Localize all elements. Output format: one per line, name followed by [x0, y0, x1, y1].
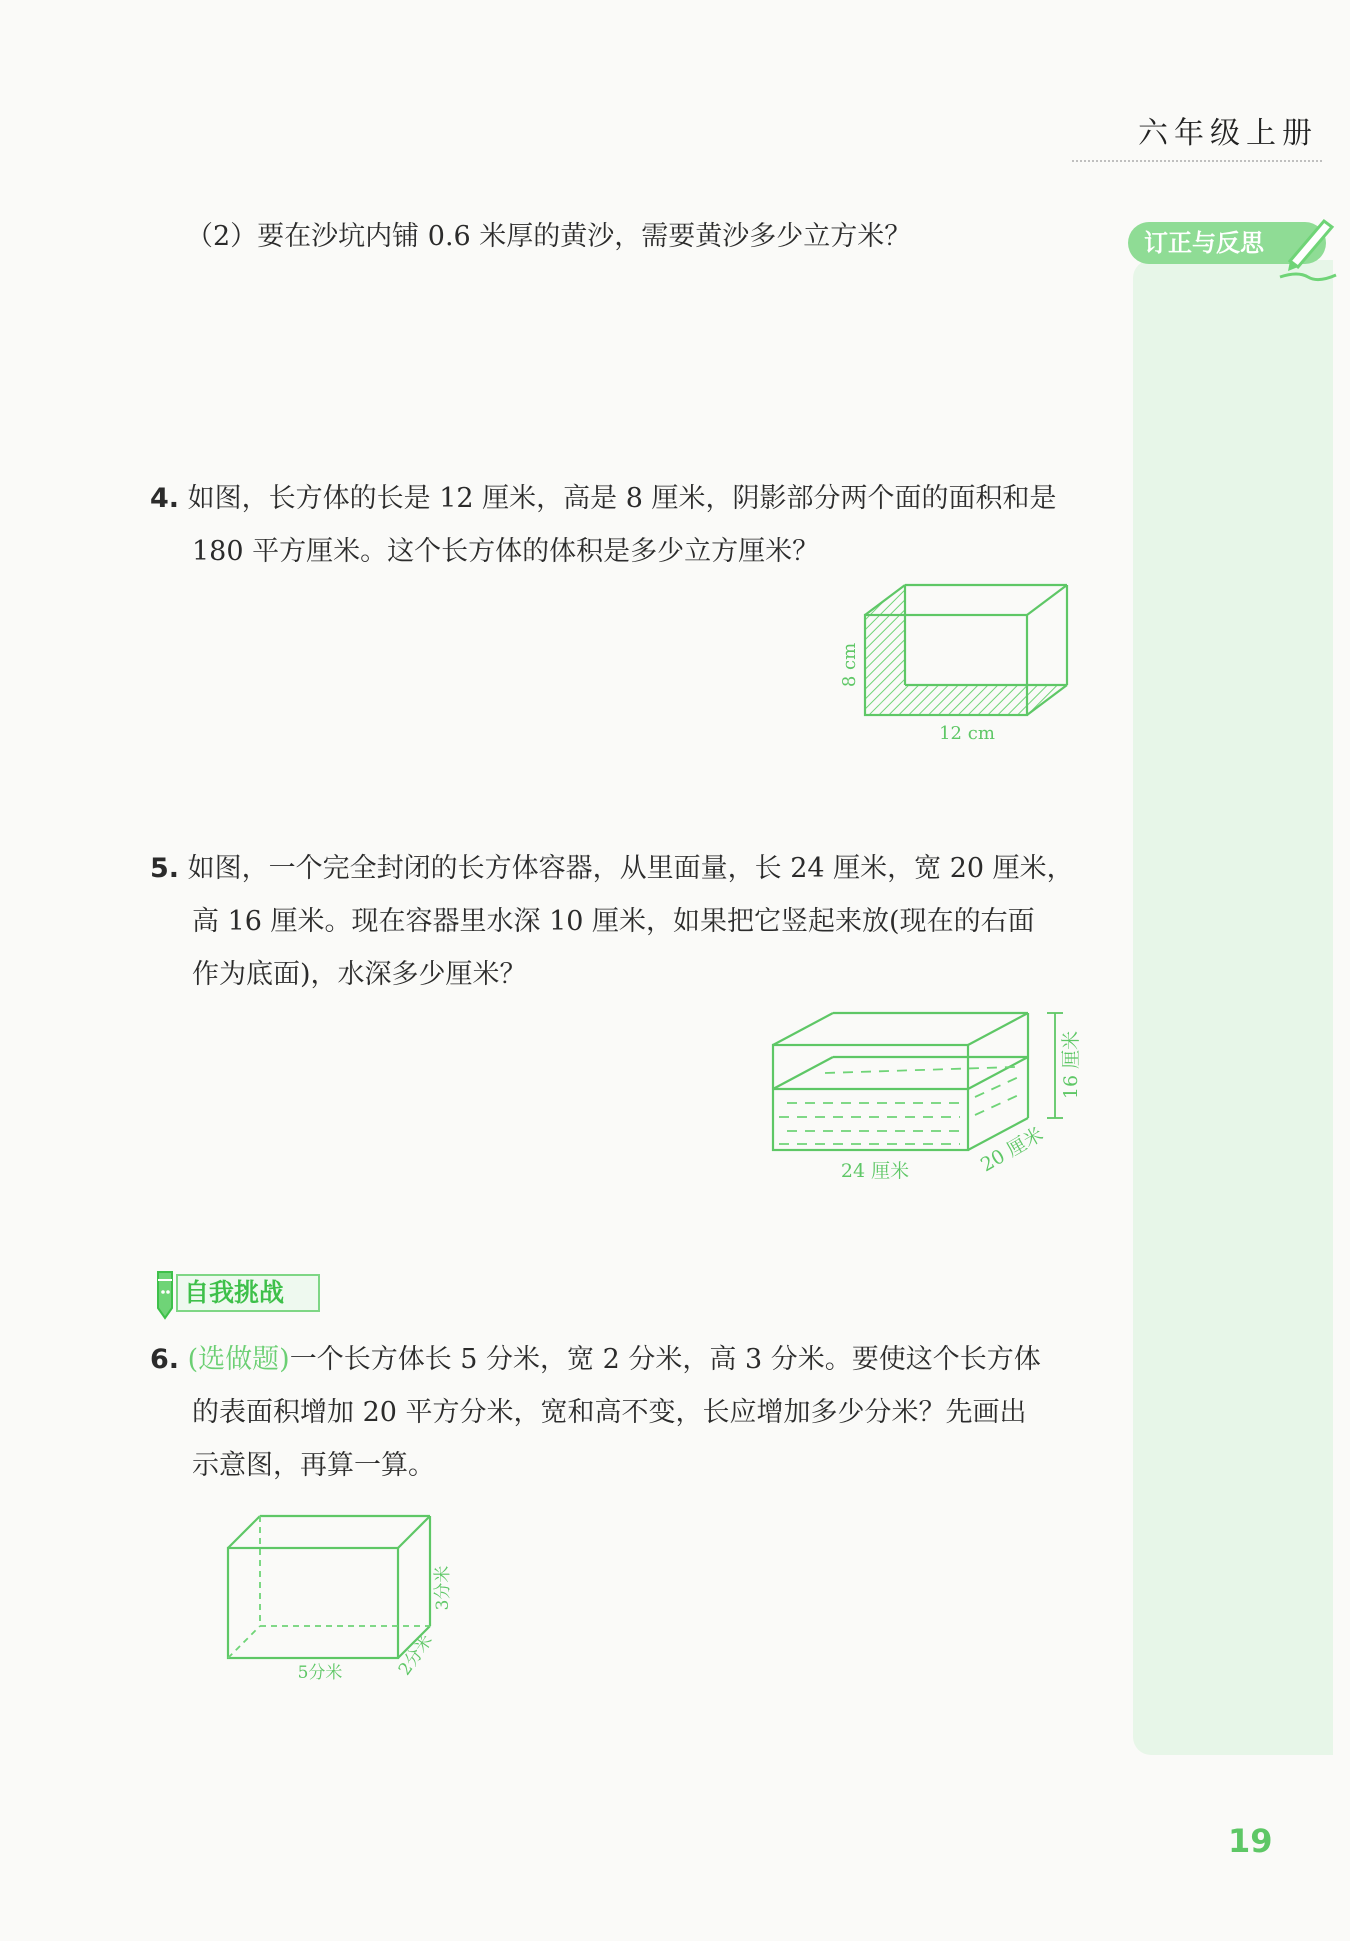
height-label: 16 厘米: [1060, 1030, 1082, 1100]
question-3-2: （2）要在沙坑内铺 0.6 米厚的黄沙，需要黄沙多少立方米？: [186, 221, 912, 252]
challenge-label: 自我挑战: [176, 1274, 320, 1312]
pencil-icon: [1278, 215, 1338, 285]
correction-badge: 订正与反思: [1128, 222, 1326, 264]
question-number: 6.: [150, 1344, 180, 1375]
page-number: 19: [1228, 1822, 1273, 1860]
question-4-line2: 180 平方厘米。这个长方体的体积是多少立方厘米？: [192, 536, 820, 567]
hidden-edges: [228, 1516, 430, 1658]
grade-label: 六年级上册: [1138, 116, 1318, 151]
question-4-line1: [150, 472, 1057, 525]
optional-tag: (选做题): [187, 1344, 290, 1375]
question-6-line3: 示意图，再算一算。: [192, 1450, 435, 1481]
length-label: 24 厘米: [840, 1160, 910, 1182]
height-label: 8 cm: [839, 642, 860, 688]
question-6-line1: [150, 1333, 1041, 1386]
length-label: 12 cm: [939, 723, 995, 744]
width-label: 20 厘米: [976, 1123, 1048, 1177]
question-number: 5.: [150, 853, 180, 884]
cuboid-figure-q6: [220, 1508, 480, 1683]
challenge-section-header: [150, 1268, 325, 1314]
container-figure-q5: [765, 1005, 1095, 1185]
question-number: 4.: [150, 483, 180, 514]
question-text: 一个长方体长 5 分米，宽 2 分米，高 3 分米。要使这个长方体: [289, 1344, 1041, 1375]
question-text: 如图，长方体的长是 12 厘米，高是 8 厘米，阴影部分两个面的面积和是: [187, 483, 1057, 514]
question-6-line2: 的表面积增加 20 平方分米，宽和高不变，长应增加多少分米？先画出: [192, 1397, 1027, 1428]
question-text: 如图，一个完全封闭的长方体容器，从里面量，长 24 厘米，宽 20 厘米，: [187, 853, 1074, 884]
height-label: 3分米: [433, 1565, 453, 1611]
cuboid-figure-q4: [835, 580, 1085, 755]
question-5-line1: [150, 842, 1074, 895]
width-label: 2分米: [394, 1631, 437, 1680]
length-label: 5分米: [297, 1663, 343, 1683]
correction-panel: [1133, 260, 1333, 1755]
question-5-line3: 作为底面)，水深多少厘米？: [192, 959, 527, 990]
header-divider: [1072, 160, 1322, 162]
question-5-line2: 高 16 厘米。现在容器里水深 10 厘米，如果把它竖起来放(现在的右面: [192, 906, 1035, 937]
